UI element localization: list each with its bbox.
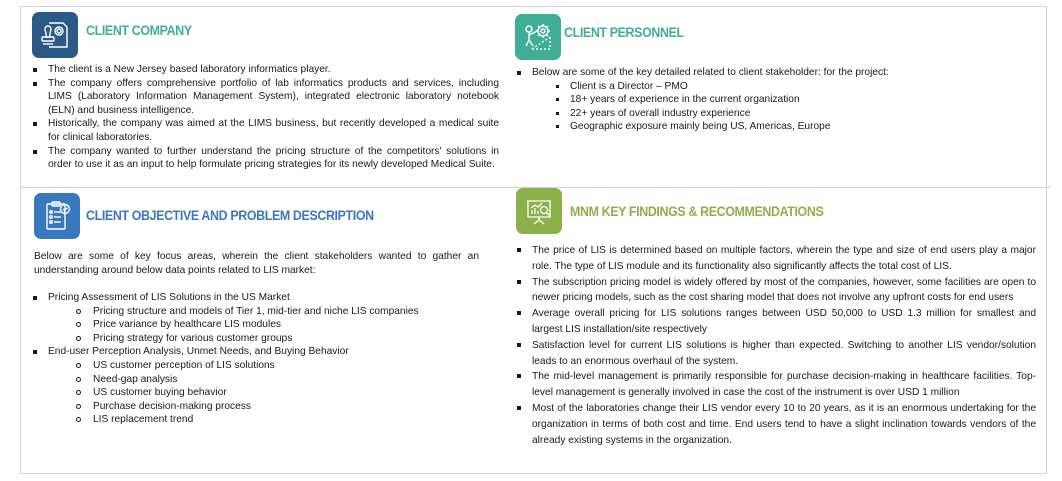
client-personnel-section xyxy=(510,0,1050,187)
focus-area-items xyxy=(73,359,491,427)
key-findings-list xyxy=(515,243,1036,448)
focus-areas-list xyxy=(31,291,491,427)
section-title: CLIENT COMPANY xyxy=(86,23,192,38)
list-item: Pricing strategy for various customer groups xyxy=(73,332,491,346)
list-item: LIS replacement trend xyxy=(73,413,491,427)
list-item xyxy=(515,66,1035,134)
clipboard-checklist-icon xyxy=(34,193,80,239)
list-item: US customer perception of LIS solutions xyxy=(73,359,491,373)
client-personnel-list xyxy=(515,66,1035,134)
list-item: 18+ years of experience in the current organization xyxy=(553,93,1035,107)
list-item: Satisfaction level for current LIS solutions is higher than expected. Switching to another LIS vendor/solution leads to an enormous overhaul of the system. xyxy=(515,338,1036,370)
client-company-section xyxy=(0,0,510,187)
personnel-intro: Below are some of the key detailed related to client stakeholder: for the project: xyxy=(532,67,889,78)
list-item: The subscription pricing model is widely offered by most of the companies, however, some facilities are open to newer pricing models, such as the cost sharing model that does not involve any upfront costs for end users xyxy=(515,275,1036,307)
list-item: The mid-level management is primarily responsible for purchase decision-making in healthcare facilities. Top-level management is generally involved in case the cost of the instrument is over USD 1 million xyxy=(515,369,1036,401)
section-title: MNM KEY FINDINGS & RECOMMENDATIONS xyxy=(570,204,824,219)
list-item: Purchase decision-making process xyxy=(73,400,491,414)
list-item: Pricing structure and models of Tier 1, mid-tier and niche LIS companies xyxy=(73,305,491,319)
presentation-analytics-icon xyxy=(516,188,562,234)
list-item: 22+ years of overall industry experience xyxy=(553,107,1035,121)
list-item: Average overall pricing for LIS solutions ranges between USD 50,000 to USD 1.3 million for smallest and largest LIS installation/site respectively xyxy=(515,306,1036,338)
focus-area xyxy=(31,291,491,345)
section-title: CLIENT PERSONNEL xyxy=(564,25,684,40)
list-item: US customer buying behavior xyxy=(73,386,491,400)
focus-area-items xyxy=(73,305,491,346)
list-item: Historically, the company was aimed at the LIMS business, but recently developed a medical suite for clinical laboratories. xyxy=(31,117,499,144)
objective-intro: Below are some of key focus areas, wherein the client stakeholders wanted to gather an understanding around below data points related to LIS market: xyxy=(34,251,479,276)
list-item: The company wanted to further understand the pricing structure of the competitors' solutions in order to use it as an input to help formulate pricing strategies for its newly developed Medical Suite. xyxy=(31,145,499,172)
key-findings-section xyxy=(510,188,1050,478)
list-item: Need-gap analysis xyxy=(73,373,491,387)
list-item: The price of LIS is determined based on multiple factors, wherein the type and size of end users play a major role. The type of LIS module and its functionality also significantly affects the total cost of LIS. xyxy=(515,243,1036,275)
section-title: CLIENT OBJECTIVE AND PROBLEM DESCRIPTION xyxy=(86,208,374,223)
focus-area-label: Pricing Assessment of LIS Solutions in the US Market xyxy=(48,292,290,303)
person-gear-icon xyxy=(515,14,561,60)
list-item: Geographic exposure mainly being US, Americas, Europe xyxy=(553,120,1035,134)
client-objective-section xyxy=(0,188,510,478)
list-item: The company offers comprehensive portfolio of lab informatics products and services, including LIMS (Laboratory Information Management System), integrated electronic laboratory notebook (ELN) and business intelligence. xyxy=(31,77,499,118)
list-item: Most of the laboratories change their LIS vendor every 10 to 20 years, as it is an enormous undertaking for the organization in terms of both cost and time. End users tend to have a slight inclination towards vendors of the already existing systems in the organization. xyxy=(515,401,1036,448)
focus-area xyxy=(31,345,491,427)
list-item: Client is a Director – PMO xyxy=(553,80,1035,94)
focus-area-label: End-user Perception Analysis, Unmet Needs, and Buying Behavior xyxy=(48,346,349,358)
list-item: The client is a New Jersey based laboratory informatics player. xyxy=(31,63,499,77)
client-company-list xyxy=(31,63,499,172)
personnel-details xyxy=(553,80,1035,134)
list-item: Price variance by healthcare LIS modules xyxy=(73,318,491,332)
stamp-document-icon xyxy=(32,12,78,58)
